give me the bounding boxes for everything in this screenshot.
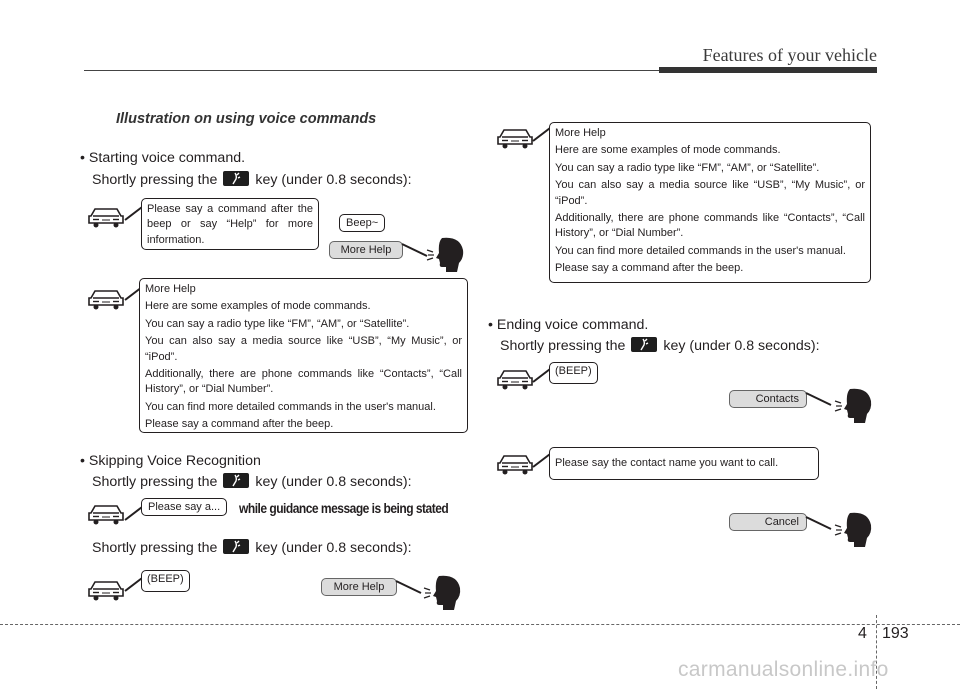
more-help-response-box [549,122,871,283]
prompt-bubble: Please say a command after the beep or say “Help” for more information. [141,198,319,250]
talk-key-icon [631,337,657,352]
instruction-text: Shortly pressing the [92,474,218,490]
instruction-line [92,171,412,188]
talk-key-icon [223,539,249,554]
help-line: Here are some examples of mode commands. [555,144,781,157]
user-command-more-help: More Help [329,241,403,259]
instruction-text: key (under 0.8 seconds): [255,474,412,490]
instruction-text: Shortly pressing the [92,172,218,188]
beep-bubble: (BEEP) [549,362,598,384]
help-line: You can also say a media source like “USB”, “My Music”, or “iPod”. [555,179,865,207]
help-line: Additionally, there are phone commands like “Contacts”, “Call History”, or “Dial Number”. [555,211,865,240]
talk-key-icon [223,473,249,488]
user-command-cancel: Cancel [729,513,807,531]
guidance-note: while guidance message is being stated [239,500,449,516]
instruction-line [500,337,820,354]
talk-key-icon [223,171,249,186]
help-line: You can say a radio type like “FM”, “AM”, or “Satellite”. [555,161,820,174]
page-number: 193 [882,625,909,642]
speech-pointer [805,516,833,534]
prompt-bubble-short: Please say a... [141,498,227,516]
instruction-line [92,539,412,556]
help-line: You can also say a media source like “USB”, “My Music”, or “iPod”. [145,335,462,363]
help-line: Here are some examples of mode commands. [145,300,371,313]
car-icon [88,288,124,315]
beep-bubble: Beep~ [339,214,385,232]
user-command-contacts: Contacts [729,390,807,408]
help-title: More Help [555,127,606,139]
car-icon [88,579,124,606]
speaker-head-icon [423,574,463,617]
instruction-line [92,473,412,490]
car-icon [497,127,533,154]
user-command-more-help: More Help [321,578,397,596]
watermark: carmanualsonline.info [678,658,889,681]
instruction-text: key (under 0.8 seconds): [255,172,412,188]
speaker-head-icon [834,511,874,554]
page-header-title: Features of your vehicle [702,45,877,65]
help-line: You can find more detailed commands in the user's manual. [555,244,846,257]
help-line: Please say a command after the beep. [145,418,334,431]
help-line: Please say a command after the beep. [555,262,744,275]
car-icon [88,206,124,233]
help-line: Additionally, there are phone commands like “Contacts”, “Call History”, or “Dial Number”. [145,367,462,396]
speech-pointer [805,392,833,410]
bullet-ending: • Ending voice command. [488,317,649,333]
help-line: You can find more detailed commands in the user's manual. [145,400,436,413]
bullet-skipping: • Skipping Voice Recognition [80,453,261,469]
section-heading: Illustration on using voice commands [116,111,377,127]
instruction-text: key (under 0.8 seconds): [255,540,412,556]
footer-rule [0,624,960,625]
instruction-text: Shortly pressing the [500,338,626,354]
contact-prompt-bubble: Please say the contact name you want to call. [549,447,819,480]
speech-pointer [401,243,429,261]
car-icon [497,453,533,480]
help-line: You can say a radio type like “FM”, “AM”, or “Satellite”. [145,317,410,330]
instruction-text: Shortly pressing the [92,540,218,556]
beep-bubble: (BEEP) [141,570,190,592]
header-rule [84,70,659,71]
instruction-text: key (under 0.8 seconds): [663,338,820,354]
car-icon [497,368,533,395]
help-title: More Help [145,283,196,295]
header-rule-thick [659,67,877,73]
bullet-starting: • Starting voice command. [80,150,246,166]
speech-pointer [395,580,423,598]
speaker-head-icon [834,387,874,430]
chapter-number: 4 [858,625,867,642]
car-icon [88,503,124,530]
speaker-head-icon [426,236,466,279]
more-help-response-box [139,278,468,433]
